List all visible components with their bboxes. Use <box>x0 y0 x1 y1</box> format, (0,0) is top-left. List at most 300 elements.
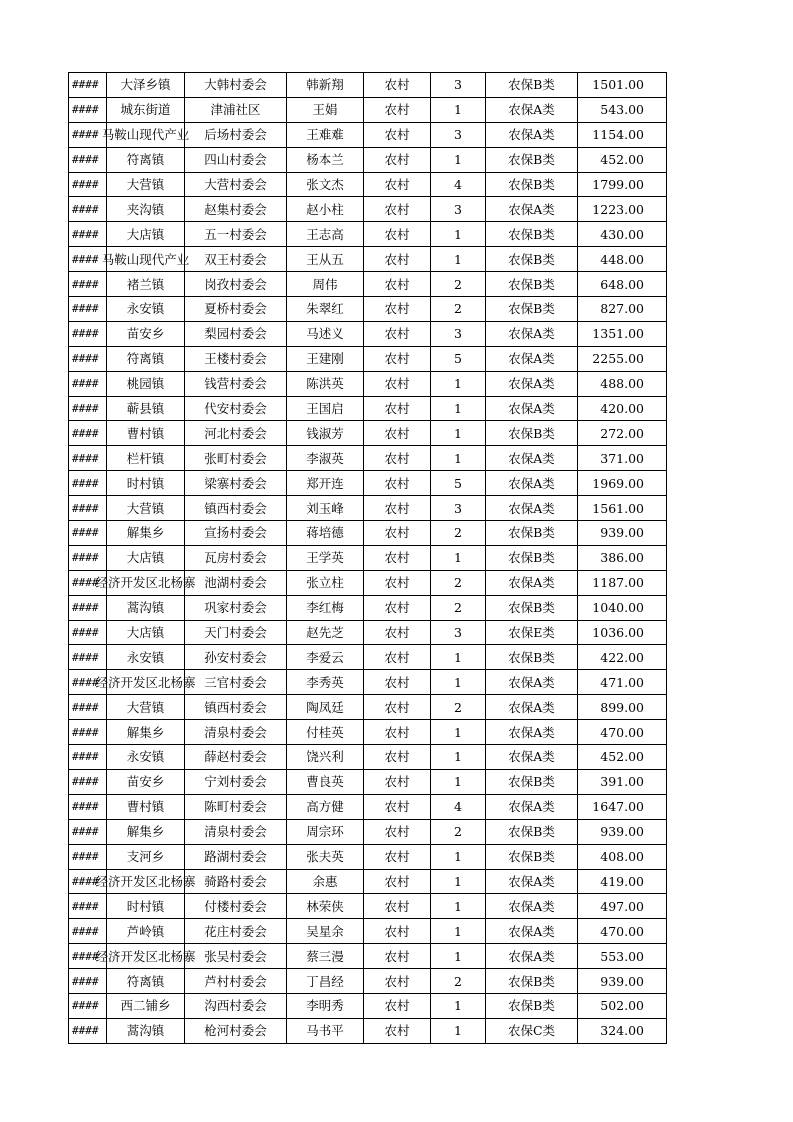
table-row <box>69 745 667 770</box>
village-cell: 付楼村委会 <box>185 894 287 919</box>
amount-cell: 1799.00 <box>578 172 667 197</box>
area-type-cell: 农村 <box>364 172 431 197</box>
household-size-cell: 2 <box>431 695 486 720</box>
household-size-cell: 4 <box>431 172 486 197</box>
person-name-cell: 张夫英 <box>287 844 364 869</box>
township-cell: 大店镇 <box>107 222 185 247</box>
area-type-cell: 农村 <box>364 969 431 994</box>
household-size-cell: 1 <box>431 993 486 1018</box>
id-cell: #### <box>69 745 107 770</box>
insurance-class-cell: 农保A类 <box>486 346 578 371</box>
person-name-cell: 林荣侠 <box>287 894 364 919</box>
village-cell: 大营村委会 <box>185 172 287 197</box>
insurance-class-cell: 农保A类 <box>486 720 578 745</box>
insurance-class-cell: 农保B类 <box>486 147 578 172</box>
household-size-cell: 1 <box>431 1018 486 1043</box>
insurance-class-cell: 农保B类 <box>486 421 578 446</box>
id-cell: #### <box>69 97 107 122</box>
township-cell: 大泽乡镇 <box>107 73 185 98</box>
area-type-cell: 农村 <box>364 521 431 546</box>
table-row <box>69 496 667 521</box>
amount-cell: 420.00 <box>578 396 667 421</box>
village-cell: 津浦社区 <box>185 97 287 122</box>
insurance-class-cell: 农保B类 <box>486 545 578 570</box>
id-cell: #### <box>69 819 107 844</box>
township-cell: 永安镇 <box>107 645 185 670</box>
table-row <box>69 1018 667 1043</box>
area-type-cell: 农村 <box>364 769 431 794</box>
area-type-cell: 农村 <box>364 645 431 670</box>
village-cell: 钱营村委会 <box>185 371 287 396</box>
insurance-class-cell: 农保A类 <box>486 396 578 421</box>
household-size-cell: 1 <box>431 545 486 570</box>
area-type-cell: 农村 <box>364 745 431 770</box>
area-type-cell: 农村 <box>364 993 431 1018</box>
insurance-class-cell: 农保E类 <box>486 620 578 645</box>
insurance-class-cell: 农保A类 <box>486 471 578 496</box>
township-cell <box>101 247 190 272</box>
person-name-cell: 韩新翔 <box>287 73 364 98</box>
table-row <box>69 147 667 172</box>
amount-cell: 452.00 <box>578 147 667 172</box>
household-size-cell: 2 <box>431 272 486 297</box>
insurance-class-cell: 农保B类 <box>486 272 578 297</box>
household-size-cell: 1 <box>431 645 486 670</box>
person-name-cell: 周宗环 <box>287 819 364 844</box>
person-name-cell: 王从五 <box>287 247 364 272</box>
amount-cell: 272.00 <box>578 421 667 446</box>
area-type-cell: 农村 <box>364 819 431 844</box>
township-cell: 大店镇 <box>107 545 185 570</box>
table-row <box>69 421 667 446</box>
insurance-class-cell: 农保A类 <box>486 446 578 471</box>
village-cell: 夏桥村委会 <box>185 297 287 322</box>
insurance-class-cell: 农保A类 <box>486 670 578 695</box>
village-cell: 双王村委会 <box>185 247 287 272</box>
amount-cell: 422.00 <box>578 645 667 670</box>
id-cell: #### <box>69 172 107 197</box>
township-cell: 蕲县镇 <box>107 396 185 421</box>
amount-cell: 391.00 <box>578 769 667 794</box>
township-cell: 蒿沟镇 <box>107 595 185 620</box>
area-type-cell: 农村 <box>364 371 431 396</box>
person-name-cell: 王建刚 <box>287 346 364 371</box>
table-row <box>69 247 667 272</box>
household-size-cell: 3 <box>431 321 486 346</box>
id-cell: #### <box>69 969 107 994</box>
village-cell: 三官村委会 <box>185 670 287 695</box>
township-cell: 符离镇 <box>107 147 185 172</box>
table-row <box>69 346 667 371</box>
household-size-cell: 1 <box>431 745 486 770</box>
amount-cell: 430.00 <box>578 222 667 247</box>
person-name-cell: 蒋培德 <box>287 521 364 546</box>
township-cell: 时村镇 <box>107 894 185 919</box>
household-size-cell: 1 <box>431 670 486 695</box>
household-size-cell: 1 <box>431 720 486 745</box>
village-cell: 张町村委会 <box>185 446 287 471</box>
id-cell: #### <box>69 272 107 297</box>
area-type-cell: 农村 <box>364 471 431 496</box>
township-cell: 符离镇 <box>107 346 185 371</box>
table-row <box>69 371 667 396</box>
table-row <box>69 794 667 819</box>
household-size-cell: 1 <box>431 869 486 894</box>
person-name-cell: 王难难 <box>287 122 364 147</box>
household-size-cell: 1 <box>431 147 486 172</box>
village-cell: 薛赵村委会 <box>185 745 287 770</box>
amount-cell: 419.00 <box>578 869 667 894</box>
household-size-cell: 5 <box>431 346 486 371</box>
id-cell: #### <box>69 371 107 396</box>
insurance-class-cell: 农保B类 <box>486 222 578 247</box>
person-name-cell: 余惠 <box>287 869 364 894</box>
village-cell: 镇西村委会 <box>185 496 287 521</box>
insurance-class-cell: 农保A类 <box>486 869 578 894</box>
insurance-class-cell: 农保B类 <box>486 819 578 844</box>
insurance-class-cell: 农保B类 <box>486 844 578 869</box>
amount-cell: 939.00 <box>578 969 667 994</box>
id-cell: #### <box>69 222 107 247</box>
amount-cell: 452.00 <box>578 745 667 770</box>
person-name-cell: 丁昌经 <box>287 969 364 994</box>
amount-cell: 1351.00 <box>578 321 667 346</box>
table-row <box>69 222 667 247</box>
household-size-cell: 3 <box>431 122 486 147</box>
table-row <box>69 993 667 1018</box>
township-cell: 芦岭镇 <box>107 919 185 944</box>
area-type-cell: 农村 <box>364 222 431 247</box>
amount-cell: 939.00 <box>578 521 667 546</box>
amount-cell: 827.00 <box>578 297 667 322</box>
amount-cell: 1154.00 <box>578 122 667 147</box>
id-cell: #### <box>69 297 107 322</box>
table-row <box>69 197 667 222</box>
household-size-cell: 2 <box>431 521 486 546</box>
area-type-cell: 农村 <box>364 595 431 620</box>
insurance-class-cell: 农保B类 <box>486 993 578 1018</box>
township-text: 经济开发区北杨寨 <box>95 948 196 964</box>
insurance-class-cell: 农保B类 <box>486 595 578 620</box>
id-cell: #### <box>69 645 107 670</box>
insurance-class-cell: 农保A类 <box>486 894 578 919</box>
household-size-cell: 2 <box>431 297 486 322</box>
insurance-class-cell: 农保B类 <box>486 73 578 98</box>
village-cell: 池湖村委会 <box>185 570 287 595</box>
amount-cell: 488.00 <box>578 371 667 396</box>
area-type-cell: 农村 <box>364 944 431 969</box>
person-name-cell: 饶兴利 <box>287 745 364 770</box>
area-type-cell: 农村 <box>364 97 431 122</box>
person-name-cell: 李爱云 <box>287 645 364 670</box>
village-cell: 巩家村委会 <box>185 595 287 620</box>
table-row <box>69 670 667 695</box>
area-type-cell: 农村 <box>364 147 431 172</box>
table-row <box>69 620 667 645</box>
person-name-cell: 吴星余 <box>287 919 364 944</box>
village-cell: 河北村委会 <box>185 421 287 446</box>
area-type-cell: 农村 <box>364 272 431 297</box>
id-cell: #### <box>69 521 107 546</box>
household-size-cell: 2 <box>431 595 486 620</box>
household-size-cell: 1 <box>431 769 486 794</box>
township-cell: 永安镇 <box>107 745 185 770</box>
township-cell: 大营镇 <box>107 496 185 521</box>
area-type-cell: 农村 <box>364 297 431 322</box>
id-cell: #### <box>69 570 107 595</box>
village-cell: 花庄村委会 <box>185 919 287 944</box>
township-cell: 解集乡 <box>107 720 185 745</box>
village-cell: 梨园村委会 <box>185 321 287 346</box>
insurance-class-cell: 农保A类 <box>486 97 578 122</box>
village-cell: 骑路村委会 <box>185 869 287 894</box>
insurance-class-cell: 农保A类 <box>486 919 578 944</box>
amount-cell: 324.00 <box>578 1018 667 1043</box>
person-name-cell: 赵先芝 <box>287 620 364 645</box>
id-cell: #### <box>69 869 107 894</box>
amount-cell: 1561.00 <box>578 496 667 521</box>
insurance-class-cell: 农保B类 <box>486 172 578 197</box>
township-cell <box>95 944 196 969</box>
id-cell: #### <box>69 695 107 720</box>
township-cell: 西二铺乡 <box>107 993 185 1018</box>
amount-cell: 448.00 <box>578 247 667 272</box>
insurance-class-cell: 农保A类 <box>486 496 578 521</box>
person-name-cell: 马述义 <box>287 321 364 346</box>
township-cell: 符离镇 <box>107 969 185 994</box>
person-name-cell: 曹良英 <box>287 769 364 794</box>
area-type-cell: 农村 <box>364 545 431 570</box>
table-row <box>69 172 667 197</box>
village-cell: 宁刘村委会 <box>185 769 287 794</box>
village-cell: 岗孜村委会 <box>185 272 287 297</box>
area-type-cell: 农村 <box>364 421 431 446</box>
township-cell: 栏杆镇 <box>107 446 185 471</box>
amount-cell: 470.00 <box>578 720 667 745</box>
table-row <box>69 595 667 620</box>
table-row <box>69 819 667 844</box>
village-cell: 代安村委会 <box>185 396 287 421</box>
area-type-cell: 农村 <box>364 496 431 521</box>
table-row <box>69 645 667 670</box>
amount-cell: 1647.00 <box>578 794 667 819</box>
id-cell: #### <box>69 421 107 446</box>
amount-cell: 1501.00 <box>578 73 667 98</box>
township-cell: 曹村镇 <box>107 421 185 446</box>
village-cell: 陈町村委会 <box>185 794 287 819</box>
area-type-cell: 农村 <box>364 346 431 371</box>
township-cell <box>95 570 196 595</box>
table-row <box>69 272 667 297</box>
household-size-cell: 3 <box>431 496 486 521</box>
id-cell: #### <box>69 620 107 645</box>
id-cell: #### <box>69 122 107 147</box>
person-name-cell: 陈洪英 <box>287 371 364 396</box>
table-row <box>69 894 667 919</box>
table-row <box>69 297 667 322</box>
township-cell: 曹村镇 <box>107 794 185 819</box>
id-cell: #### <box>69 396 107 421</box>
township-text: 经济开发区北杨寨 <box>95 674 196 690</box>
id-cell: #### <box>69 346 107 371</box>
township-cell: 大营镇 <box>107 172 185 197</box>
area-type-cell: 农村 <box>364 73 431 98</box>
person-name-cell: 杨本兰 <box>287 147 364 172</box>
area-type-cell: 农村 <box>364 122 431 147</box>
household-size-cell: 1 <box>431 944 486 969</box>
insurance-class-cell: 农保B类 <box>486 769 578 794</box>
household-size-cell: 1 <box>431 97 486 122</box>
insurance-class-cell: 农保A类 <box>486 371 578 396</box>
table-row <box>69 73 667 98</box>
insurance-class-cell: 农保B类 <box>486 969 578 994</box>
amount-cell: 1969.00 <box>578 471 667 496</box>
amount-cell: 371.00 <box>578 446 667 471</box>
area-type-cell: 农村 <box>364 720 431 745</box>
table-row <box>69 521 667 546</box>
area-type-cell: 农村 <box>364 894 431 919</box>
village-cell: 沟西村委会 <box>185 993 287 1018</box>
id-cell: #### <box>69 147 107 172</box>
amount-cell: 553.00 <box>578 944 667 969</box>
table-row <box>69 321 667 346</box>
person-name-cell: 李红梅 <box>287 595 364 620</box>
insurance-class-cell: 农保A类 <box>486 745 578 770</box>
township-cell: 苗安乡 <box>107 321 185 346</box>
village-cell: 镇西村委会 <box>185 695 287 720</box>
insurance-class-cell: 农保A类 <box>486 794 578 819</box>
village-cell: 四山村委会 <box>185 147 287 172</box>
village-cell: 清泉村委会 <box>185 720 287 745</box>
id-cell: #### <box>69 73 107 98</box>
amount-cell: 1223.00 <box>578 197 667 222</box>
household-size-cell: 3 <box>431 73 486 98</box>
person-name-cell: 马书平 <box>287 1018 364 1043</box>
household-size-cell: 1 <box>431 371 486 396</box>
amount-cell: 939.00 <box>578 819 667 844</box>
id-cell: #### <box>69 769 107 794</box>
id-cell: #### <box>69 471 107 496</box>
village-cell: 梁寨村委会 <box>185 471 287 496</box>
person-name-cell: 张文杰 <box>287 172 364 197</box>
amount-cell: 2255.00 <box>578 346 667 371</box>
person-name-cell: 陶凤廷 <box>287 695 364 720</box>
household-size-cell: 1 <box>431 446 486 471</box>
id-cell: #### <box>69 446 107 471</box>
id-cell: #### <box>69 993 107 1018</box>
township-cell <box>101 122 190 147</box>
township-cell: 苗安乡 <box>107 769 185 794</box>
area-type-cell: 农村 <box>364 844 431 869</box>
person-name-cell: 王国启 <box>287 396 364 421</box>
insurance-class-cell: 农保A类 <box>486 122 578 147</box>
township-cell: 永安镇 <box>107 297 185 322</box>
township-cell <box>95 869 196 894</box>
village-cell: 孙安村委会 <box>185 645 287 670</box>
village-cell: 枪河村委会 <box>185 1018 287 1043</box>
village-cell: 宣扬村委会 <box>185 521 287 546</box>
village-cell: 赵集村委会 <box>185 197 287 222</box>
amount-cell: 648.00 <box>578 272 667 297</box>
person-name-cell: 张立柱 <box>287 570 364 595</box>
village-cell: 大韩村委会 <box>185 73 287 98</box>
table-row <box>69 97 667 122</box>
id-cell: #### <box>69 545 107 570</box>
person-name-cell: 钱淑芳 <box>287 421 364 446</box>
table-row <box>69 570 667 595</box>
id-cell: #### <box>69 944 107 969</box>
records-table <box>68 72 667 1044</box>
amount-cell: 502.00 <box>578 993 667 1018</box>
person-name-cell: 李明秀 <box>287 993 364 1018</box>
household-size-cell: 2 <box>431 819 486 844</box>
id-cell: #### <box>69 1018 107 1043</box>
township-text: 经济开发区北杨寨 <box>95 873 196 889</box>
area-type-cell: 农村 <box>364 919 431 944</box>
insurance-class-cell: 农保B类 <box>486 247 578 272</box>
amount-cell: 386.00 <box>578 545 667 570</box>
area-type-cell: 农村 <box>364 670 431 695</box>
table-row <box>69 446 667 471</box>
area-type-cell: 农村 <box>364 570 431 595</box>
id-cell: #### <box>69 197 107 222</box>
household-size-cell: 1 <box>431 222 486 247</box>
township-cell: 城东街道 <box>107 97 185 122</box>
township-cell: 褚兰镇 <box>107 272 185 297</box>
household-size-cell: 5 <box>431 471 486 496</box>
id-cell: #### <box>69 894 107 919</box>
household-size-cell: 3 <box>431 197 486 222</box>
id-cell: #### <box>69 595 107 620</box>
township-cell: 大营镇 <box>107 695 185 720</box>
insurance-class-cell: 农保A类 <box>486 944 578 969</box>
table-row <box>69 545 667 570</box>
township-cell: 支河乡 <box>107 844 185 869</box>
insurance-class-cell: 农保C类 <box>486 1018 578 1043</box>
township-cell: 蒿沟镇 <box>107 1018 185 1043</box>
person-name-cell: 蔡三漫 <box>287 944 364 969</box>
insurance-class-cell: 农保A类 <box>486 570 578 595</box>
area-type-cell: 农村 <box>364 869 431 894</box>
table-row <box>69 720 667 745</box>
id-cell: #### <box>69 919 107 944</box>
township-cell <box>95 670 196 695</box>
amount-cell: 543.00 <box>578 97 667 122</box>
household-size-cell: 1 <box>431 396 486 421</box>
person-name-cell: 王娟 <box>287 97 364 122</box>
village-cell: 芦村村委会 <box>185 969 287 994</box>
person-name-cell: 付桂英 <box>287 720 364 745</box>
table-row <box>69 471 667 496</box>
area-type-cell: 农村 <box>364 396 431 421</box>
amount-cell: 470.00 <box>578 919 667 944</box>
township-text: 马鞍山现代产业 <box>101 127 190 143</box>
township-cell: 解集乡 <box>107 819 185 844</box>
household-size-cell: 1 <box>431 894 486 919</box>
household-size-cell: 1 <box>431 421 486 446</box>
person-name-cell: 朱翠红 <box>287 297 364 322</box>
village-cell: 瓦房村委会 <box>185 545 287 570</box>
id-cell: #### <box>69 720 107 745</box>
household-size-cell: 4 <box>431 794 486 819</box>
person-name-cell: 李淑英 <box>287 446 364 471</box>
area-type-cell: 农村 <box>364 620 431 645</box>
household-size-cell: 1 <box>431 844 486 869</box>
township-text: 马鞍山现代产业 <box>101 251 190 267</box>
township-cell: 桃园镇 <box>107 371 185 396</box>
table-row <box>69 969 667 994</box>
records-table-body <box>69 73 667 1044</box>
